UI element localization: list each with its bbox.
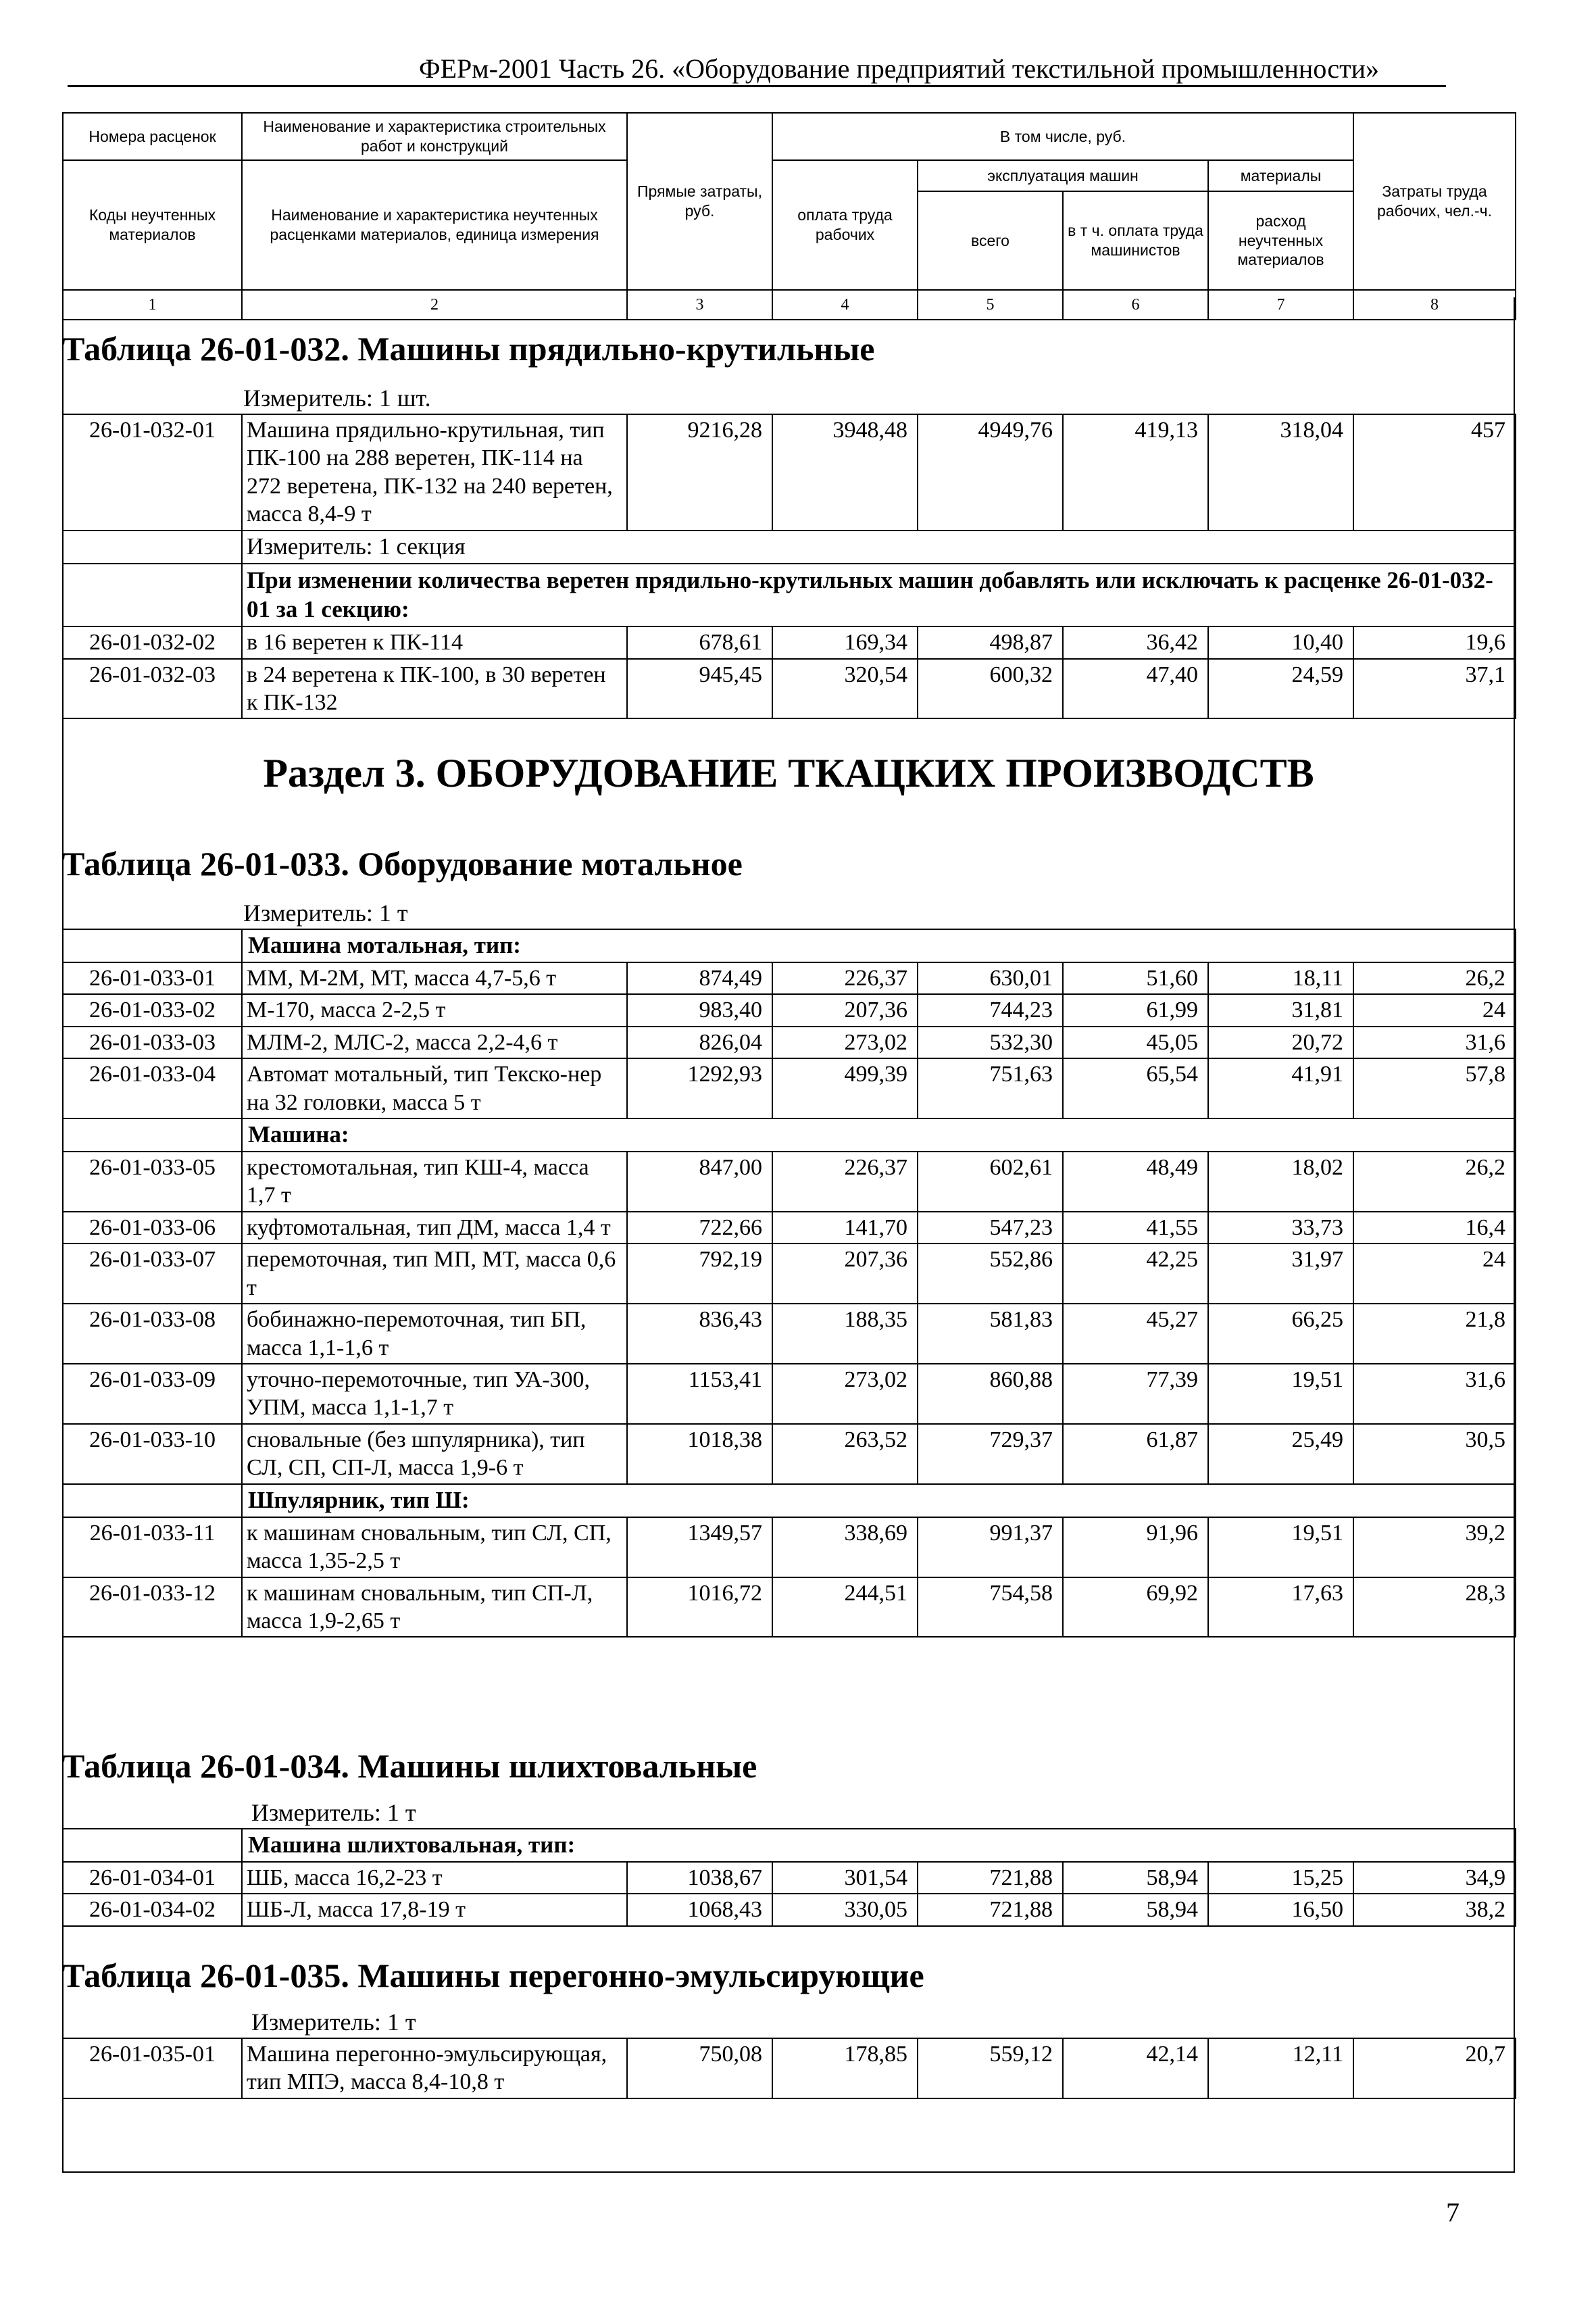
rate-code: 26-01-033-06 bbox=[63, 1212, 242, 1244]
subheader-row bbox=[63, 929, 1516, 962]
table-032-meter: Измеритель: 1 шт. bbox=[243, 385, 431, 412]
wages: 320,54 bbox=[772, 659, 918, 719]
operators-wages: 69,92 bbox=[1063, 1577, 1208, 1638]
table-033-subheader-creel: Шпулярник, тип Ш: bbox=[242, 1484, 1516, 1517]
rate-name: ММ, М-2М, МТ, масса 4,7-5,6 т bbox=[242, 962, 627, 994]
labor-hours: 20,7 bbox=[1353, 2038, 1516, 2098]
operators-wages: 45,27 bbox=[1063, 1304, 1208, 1364]
labor-hours: 31,6 bbox=[1353, 1364, 1516, 1424]
operators-wages: 42,25 bbox=[1063, 1244, 1208, 1304]
table-row bbox=[63, 1577, 1516, 1638]
wages: 178,85 bbox=[772, 2038, 918, 2098]
table-row bbox=[63, 626, 1516, 658]
labor-hours: 28,3 bbox=[1353, 1577, 1516, 1638]
labor-hours: 31,6 bbox=[1353, 1027, 1516, 1058]
table-row bbox=[63, 1862, 1516, 1894]
rate-name: крестомотальная, тип КШ-4, масса 1,7 т bbox=[242, 1152, 627, 1212]
materials: 33,73 bbox=[1208, 1212, 1353, 1244]
machines-total: 532,30 bbox=[918, 1027, 1063, 1058]
table-032-meter-section: Измеритель: 1 секция bbox=[242, 531, 1516, 564]
rate-name: ШБ-Л, масса 17,8-19 т bbox=[242, 1894, 627, 1925]
wages: 188,35 bbox=[772, 1304, 918, 1364]
subheader-row bbox=[63, 1484, 1516, 1517]
labor-hours: 57,8 bbox=[1353, 1058, 1516, 1118]
labor-hours: 26,2 bbox=[1353, 962, 1516, 994]
operators-wages: 36,42 bbox=[1063, 626, 1208, 658]
rate-name: ШБ, масса 16,2-23 т bbox=[242, 1862, 627, 1894]
direct-costs: 826,04 bbox=[627, 1027, 772, 1058]
direct-costs: 874,49 bbox=[627, 962, 772, 994]
machines-total: 721,88 bbox=[918, 1862, 1063, 1894]
table-033-section bbox=[62, 845, 1515, 1633]
machines-total: 600,32 bbox=[918, 659, 1063, 719]
subheader-row bbox=[63, 1829, 1516, 1862]
machines-total: 991,37 bbox=[918, 1517, 1063, 1577]
rate-code: 26-01-034-02 bbox=[63, 1894, 242, 1925]
col-number-2: 2 bbox=[242, 290, 627, 320]
rate-name: МЛМ-2, МЛС-2, масса 2,2-4,6 т bbox=[242, 1027, 627, 1058]
section-3-title: Раздел 3. ОБОРУДОВАНИЕ ТКАЦКИХ ПРОИЗВОДСТВ bbox=[263, 751, 1314, 795]
subheader-row bbox=[63, 1118, 1516, 1152]
col-number-5: 5 bbox=[918, 290, 1063, 320]
wages: 499,39 bbox=[772, 1058, 918, 1118]
rate-name: перемоточная, тип МП, МТ, масса 0,6 т bbox=[242, 1244, 627, 1304]
table-033 bbox=[62, 929, 1516, 1638]
rate-code: 26-01-033-10 bbox=[63, 1424, 242, 1484]
wages: 301,54 bbox=[772, 1862, 918, 1894]
direct-costs: 847,00 bbox=[627, 1152, 772, 1212]
direct-costs: 9216,28 bbox=[627, 414, 772, 531]
table-row bbox=[63, 962, 1516, 994]
rate-code: 26-01-033-03 bbox=[63, 1027, 242, 1058]
rate-code: 26-01-033-12 bbox=[63, 1577, 242, 1638]
col-header-including: В том числе, руб. bbox=[772, 113, 1353, 160]
materials: 18,11 bbox=[1208, 962, 1353, 994]
direct-costs: 678,61 bbox=[627, 626, 772, 658]
machines-total: 630,01 bbox=[918, 962, 1063, 994]
table-row bbox=[63, 659, 1516, 719]
machines-total: 721,88 bbox=[918, 1894, 1063, 1925]
materials: 15,25 bbox=[1208, 1862, 1353, 1894]
direct-costs: 792,19 bbox=[627, 1244, 772, 1304]
table-035-meter: Измеритель: 1 т bbox=[251, 2009, 416, 2036]
operators-wages: 41,55 bbox=[1063, 1212, 1208, 1244]
materials: 19,51 bbox=[1208, 1517, 1353, 1577]
labor-hours: 37,1 bbox=[1353, 659, 1516, 719]
col-header-codes: Номера расценок bbox=[63, 113, 242, 160]
wages: 273,02 bbox=[772, 1364, 918, 1424]
direct-costs: 1292,93 bbox=[627, 1058, 772, 1118]
table-034-meter: Измеритель: 1 т bbox=[251, 1799, 416, 1826]
rate-name: в 24 веретена к ПК-100, в 30 веретен к ПК-132 bbox=[242, 659, 627, 719]
rate-name: сновальные (без шпулярника), тип СЛ, СП, СП-Л, масса 1,9-6 т bbox=[242, 1424, 627, 1484]
operators-wages: 61,87 bbox=[1063, 1424, 1208, 1484]
materials: 31,97 bbox=[1208, 1244, 1353, 1304]
materials: 17,63 bbox=[1208, 1577, 1353, 1638]
rate-name: М-170, масса 2-2,5 т bbox=[242, 994, 627, 1026]
direct-costs: 1038,67 bbox=[627, 1862, 772, 1894]
wages: 244,51 bbox=[772, 1577, 918, 1638]
table-034-subheader: Машина шлихтовальная, тип: bbox=[242, 1829, 1516, 1862]
table-033-meter: Измеритель: 1 т bbox=[243, 900, 408, 927]
table-row bbox=[63, 1212, 1516, 1244]
table-034-section bbox=[62, 1747, 1515, 1923]
direct-costs: 722,66 bbox=[627, 1212, 772, 1244]
col-header-machines: эксплуатация машин bbox=[918, 160, 1208, 191]
rate-name: куфтомотальная, тип ДМ, масса 1,4 т bbox=[242, 1212, 627, 1244]
table-row bbox=[63, 1244, 1516, 1304]
rate-code: 26-01-033-07 bbox=[63, 1244, 242, 1304]
direct-costs: 1068,43 bbox=[627, 1894, 772, 1925]
rate-code: 26-01-035-01 bbox=[63, 2038, 242, 2098]
materials: 31,81 bbox=[1208, 994, 1353, 1026]
table-032-note: При изменении количества веретен прядильно-крутильных машин добавлять или исключать к расценке 26-01-032-01 за 1 секцию: bbox=[242, 564, 1516, 627]
direct-costs: 1018,38 bbox=[627, 1424, 772, 1484]
col-number-6: 6 bbox=[1063, 290, 1208, 320]
operators-wages: 45,05 bbox=[1063, 1027, 1208, 1058]
labor-hours: 39,2 bbox=[1353, 1517, 1516, 1577]
col-header-wages: оплата труда рабочих bbox=[772, 160, 918, 290]
page-number: 7 bbox=[1446, 2197, 1460, 2227]
materials: 24,59 bbox=[1208, 659, 1353, 719]
note-row bbox=[63, 564, 1516, 627]
operators-wages: 42,14 bbox=[1063, 2038, 1208, 2098]
materials: 19,51 bbox=[1208, 1364, 1353, 1424]
table-034 bbox=[62, 1828, 1516, 1927]
operators-wages: 58,94 bbox=[1063, 1894, 1208, 1925]
col-header-machines-total: всего bbox=[918, 191, 1063, 290]
machines-total: 744,23 bbox=[918, 994, 1063, 1026]
rate-name: к машинам сновальным, тип СЛ, СП, масса 1,35-2,5 т bbox=[242, 1517, 627, 1577]
machines-total: 602,61 bbox=[918, 1152, 1063, 1212]
col-header-materials: материалы bbox=[1208, 160, 1353, 191]
col-number-7: 7 bbox=[1208, 290, 1353, 320]
table-row bbox=[63, 2038, 1516, 2098]
labor-hours: 34,9 bbox=[1353, 1862, 1516, 1894]
materials: 25,49 bbox=[1208, 1424, 1353, 1484]
rate-code: 26-01-033-04 bbox=[63, 1058, 242, 1118]
rate-name: к машинам сновальным, тип СП-Л, масса 1,9-2,65 т bbox=[242, 1577, 627, 1638]
direct-costs: 1349,57 bbox=[627, 1517, 772, 1577]
rate-code: 26-01-032-03 bbox=[63, 659, 242, 719]
machines-total: 552,86 bbox=[918, 1244, 1063, 1304]
table-row bbox=[63, 994, 1516, 1026]
rate-code: 26-01-032-02 bbox=[63, 626, 242, 658]
wages: 338,69 bbox=[772, 1517, 918, 1577]
table-032-section bbox=[62, 330, 1515, 715]
operators-wages: 61,99 bbox=[1063, 994, 1208, 1026]
rate-code: 26-01-033-09 bbox=[63, 1364, 242, 1424]
rate-code: 26-01-032-01 bbox=[63, 414, 242, 531]
rate-name: в 16 веретен к ПК-114 bbox=[242, 626, 627, 658]
rate-name: Машина прядильно-крутильная, тип ПК-100 на 288 веретен, ПК-114 на 272 веретена, ПК-132 на 240 веретен, масса 8,4-9 т bbox=[242, 414, 627, 531]
col-header-materials-usage: расход неучтенных материалов bbox=[1208, 191, 1353, 290]
rate-code: 26-01-033-05 bbox=[63, 1152, 242, 1212]
table-row bbox=[63, 1304, 1516, 1364]
wages: 169,34 bbox=[772, 626, 918, 658]
wages: 226,37 bbox=[772, 1152, 918, 1212]
table-row bbox=[63, 414, 1516, 531]
wages: 226,37 bbox=[772, 962, 918, 994]
machines-total: 498,87 bbox=[918, 626, 1063, 658]
materials: 16,50 bbox=[1208, 1894, 1353, 1925]
col-header-material-name: Наименование и характеристика неучтенных расценками материалов, единица измерения bbox=[242, 160, 627, 290]
machines-total: 547,23 bbox=[918, 1212, 1063, 1244]
machines-total: 559,12 bbox=[918, 2038, 1063, 2098]
table-row bbox=[63, 1027, 1516, 1058]
machines-total: 751,63 bbox=[918, 1058, 1063, 1118]
materials: 18,02 bbox=[1208, 1152, 1353, 1212]
materials: 41,91 bbox=[1208, 1058, 1353, 1118]
materials: 20,72 bbox=[1208, 1027, 1353, 1058]
table-row bbox=[63, 1424, 1516, 1484]
direct-costs: 1153,41 bbox=[627, 1364, 772, 1424]
wages: 207,36 bbox=[772, 994, 918, 1026]
table-033-subheader-winding: Машина мотальная, тип: bbox=[242, 929, 1516, 962]
labor-hours: 457 bbox=[1353, 414, 1516, 531]
labor-hours: 16,4 bbox=[1353, 1212, 1516, 1244]
col-number-4: 4 bbox=[772, 290, 918, 320]
materials: 12,11 bbox=[1208, 2038, 1353, 2098]
header-rule bbox=[68, 85, 1446, 87]
page-header-title: ФЕРм-2001 Часть 26. «Оборудование предприятий текстильной промышленности» bbox=[419, 53, 1379, 84]
table-032 bbox=[62, 414, 1516, 719]
labor-hours: 24 bbox=[1353, 994, 1516, 1026]
rate-code: 26-01-033-01 bbox=[63, 962, 242, 994]
materials: 10,40 bbox=[1208, 626, 1353, 658]
table-034-title: Таблица 26-01-034. Машины шлихтовальные bbox=[62, 1747, 757, 1785]
col-number-1: 1 bbox=[63, 290, 242, 320]
direct-costs: 836,43 bbox=[627, 1304, 772, 1364]
rate-name: бобинажно-перемоточная, тип БП, масса 1,1-1,6 т bbox=[242, 1304, 627, 1364]
direct-costs: 983,40 bbox=[627, 994, 772, 1026]
table-033-subheader-machine: Машина: bbox=[242, 1118, 1516, 1152]
rate-name: Автомат мотальный, тип Текско-нер на 32 головки, масса 5 т bbox=[242, 1058, 627, 1118]
operators-wages: 77,39 bbox=[1063, 1364, 1208, 1424]
col-header-labor: Затраты труда рабочих, чел.-ч. bbox=[1353, 113, 1516, 290]
wages: 3948,48 bbox=[772, 414, 918, 531]
operators-wages: 47,40 bbox=[1063, 659, 1208, 719]
machines-total: 860,88 bbox=[918, 1364, 1063, 1424]
rate-code: 26-01-033-11 bbox=[63, 1517, 242, 1577]
machines-total: 4949,76 bbox=[918, 414, 1063, 531]
operators-wages: 58,94 bbox=[1063, 1862, 1208, 1894]
wages: 273,02 bbox=[772, 1027, 918, 1058]
machines-total: 754,58 bbox=[918, 1577, 1063, 1638]
table-row bbox=[63, 1894, 1516, 1925]
direct-costs: 1016,72 bbox=[627, 1577, 772, 1638]
col-header-material-codes: Коды неучтенных материалов bbox=[63, 160, 242, 290]
col-header-direct-costs: Прямые затраты, руб. bbox=[627, 113, 772, 290]
rate-name: Машина перегонно-эмульсирующая, тип МПЭ, масса 8,4-10,8 т bbox=[242, 2038, 627, 2098]
rate-code: 26-01-033-02 bbox=[63, 994, 242, 1026]
direct-costs: 945,45 bbox=[627, 659, 772, 719]
col-header-operators-wages: в т ч. оплата труда машинистов bbox=[1063, 191, 1208, 290]
wages: 330,05 bbox=[772, 1894, 918, 1925]
operators-wages: 419,13 bbox=[1063, 414, 1208, 531]
machines-total: 581,83 bbox=[918, 1304, 1063, 1364]
table-row bbox=[63, 1364, 1516, 1424]
rate-code: 26-01-033-08 bbox=[63, 1304, 242, 1364]
materials: 318,04 bbox=[1208, 414, 1353, 531]
wages: 141,70 bbox=[772, 1212, 918, 1244]
col-number-3: 3 bbox=[627, 290, 772, 320]
labor-hours: 38,2 bbox=[1353, 1894, 1516, 1925]
col-header-name: Наименование и характеристика строительных работ и конструкций bbox=[242, 113, 627, 160]
materials: 66,25 bbox=[1208, 1304, 1353, 1364]
operators-wages: 91,96 bbox=[1063, 1517, 1208, 1577]
machines-total: 729,37 bbox=[918, 1424, 1063, 1484]
table-035 bbox=[62, 2038, 1516, 2099]
labor-hours: 24 bbox=[1353, 1244, 1516, 1304]
table-035-section bbox=[62, 1956, 1515, 2095]
operators-wages: 48,49 bbox=[1063, 1152, 1208, 1212]
table-033-title: Таблица 26-01-033. Оборудование мотальное bbox=[62, 845, 743, 883]
table-row bbox=[63, 1152, 1516, 1212]
col-number-8: 8 bbox=[1353, 290, 1516, 320]
labor-hours: 30,5 bbox=[1353, 1424, 1516, 1484]
direct-costs: 750,08 bbox=[627, 2038, 772, 2098]
table-row bbox=[63, 1058, 1516, 1118]
table-032-title: Таблица 26-01-032. Машины прядильно-крутильные bbox=[62, 330, 875, 368]
wages: 207,36 bbox=[772, 1244, 918, 1304]
wages: 263,52 bbox=[772, 1424, 918, 1484]
meter-row bbox=[63, 531, 1516, 564]
table-035-title: Таблица 26-01-035. Машины перегонно-эмульсирующие bbox=[62, 1956, 924, 1994]
table-row bbox=[63, 1517, 1516, 1577]
operators-wages: 51,60 bbox=[1063, 962, 1208, 994]
rate-code: 26-01-034-01 bbox=[63, 1862, 242, 1894]
column-header-table bbox=[62, 112, 1516, 320]
labor-hours: 19,6 bbox=[1353, 626, 1516, 658]
labor-hours: 26,2 bbox=[1353, 1152, 1516, 1212]
operators-wages: 65,54 bbox=[1063, 1058, 1208, 1118]
rate-name: уточно-перемоточные, тип УА-300, УПМ, масса 1,1-1,7 т bbox=[242, 1364, 627, 1424]
labor-hours: 21,8 bbox=[1353, 1304, 1516, 1364]
